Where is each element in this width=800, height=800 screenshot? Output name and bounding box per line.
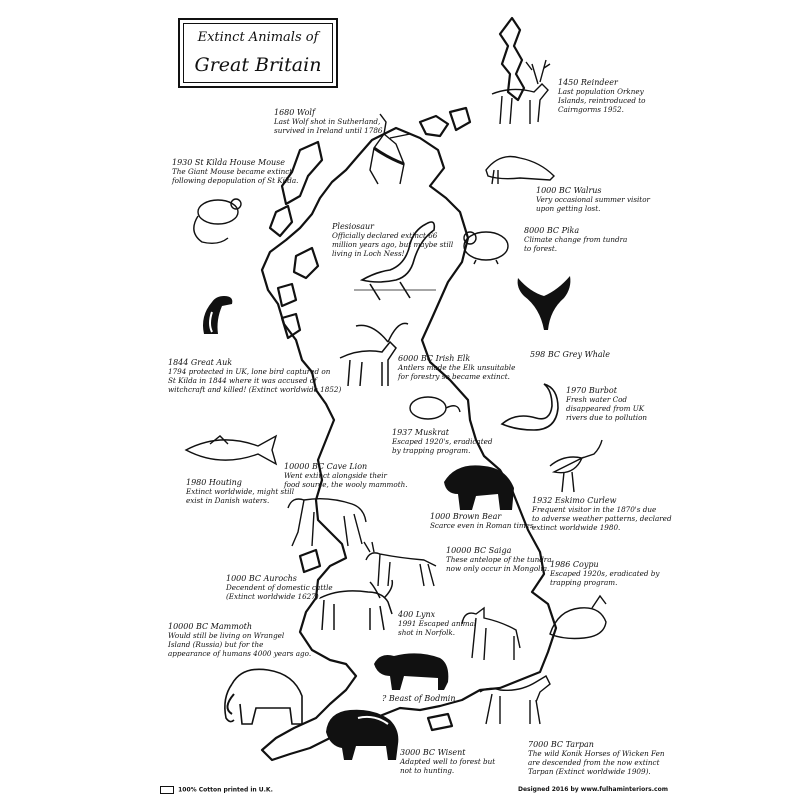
note-saiga — [446, 546, 552, 573]
note-line: Decendent of domestic cattle — [226, 583, 333, 592]
title-line-1: Extinct Animals of — [197, 30, 319, 45]
wisent-illustration — [318, 704, 404, 764]
note-line: The wild Konik Horses of Wicken Fen — [528, 749, 665, 758]
footer-left — [160, 786, 273, 794]
note-line: upon getting lost. — [536, 204, 601, 213]
note-wolf — [274, 108, 382, 135]
note-line: rivers due to pollution — [566, 413, 648, 422]
note-line: appearance of humans 4000 years ago. — [168, 649, 312, 658]
note-head: Plesiosaur — [332, 222, 375, 231]
note-brown-bear — [430, 512, 536, 530]
title-box — [178, 18, 338, 88]
note-head: 1680 Wolf — [274, 108, 315, 117]
mammoth-illustration — [212, 664, 308, 730]
note-eskimo-curlew — [532, 496, 672, 532]
burbot-illustration — [496, 378, 562, 438]
note-burbot — [566, 386, 647, 422]
note-head: ? Beast of Bodmin — [382, 694, 456, 703]
reindeer-illustration — [482, 56, 552, 130]
note-grey-whale — [530, 350, 610, 359]
note-line: 1991 Escaped animal — [398, 619, 477, 628]
note-line: by trapping program. — [392, 446, 471, 455]
beast-of-bodmin-illustration — [368, 646, 454, 694]
note-coypu — [550, 560, 659, 587]
note-line: (Extinct worldwide 1627). — [226, 592, 321, 601]
note-line: are descended from the now extinct — [528, 758, 660, 767]
note-line: now only occur in Mongolia. — [446, 564, 550, 573]
walrus-illustration — [480, 146, 560, 186]
note-line: extinct worldwide 1980. — [532, 523, 621, 532]
note-line: living in Loch Ness! — [332, 249, 405, 258]
note-line: food source, the wooly mammoth. — [284, 480, 408, 489]
muskrat-illustration — [404, 388, 464, 422]
note-line: Climate change from tundra — [524, 235, 628, 244]
note-reindeer — [558, 78, 645, 114]
note-mammoth — [168, 622, 311, 658]
note-line: disappeared from UK — [566, 404, 645, 413]
note-pika — [524, 226, 627, 253]
grey-whale-illustration — [510, 272, 576, 332]
pika-illustration — [456, 222, 516, 266]
note-line: survived in Ireland until 1786 — [274, 126, 383, 135]
note-head: 1930 St Kilda House Mouse — [172, 158, 285, 167]
note-irish-elk — [398, 354, 515, 381]
tarpan-illustration — [470, 668, 554, 728]
note-line: Antlers made the Elk unsuitable — [398, 363, 516, 372]
note-line: Last population Orkney — [558, 87, 644, 96]
note-line: witchcraft and killed! (Extinct worldwide 1852) — [168, 385, 342, 394]
note-head: 1450 Reindeer — [558, 78, 618, 87]
note-head: 1000 Brown Bear — [430, 512, 502, 521]
note-line: Escaped 1920's, eradicated — [392, 437, 493, 446]
note-line: exist in Danish waters. — [186, 496, 270, 505]
note-line: Extinct worldwide, might still — [186, 487, 294, 496]
note-great-auk — [168, 358, 341, 394]
note-lynx — [398, 610, 476, 637]
note-plesiosaur — [332, 222, 453, 258]
note-head: 3000 BC Wisent — [400, 748, 466, 757]
note-line: trapping program. — [550, 578, 618, 587]
mouse-illustration — [188, 192, 248, 248]
note-line: Fresh water Cod — [566, 395, 628, 404]
note-head: 1000 BC Aurochs — [226, 574, 297, 583]
note-cave-lion — [284, 462, 408, 489]
title-line-2: Great Britain — [194, 54, 322, 76]
note-head: 1844 Great Auk — [168, 358, 233, 367]
note-line: The Giant Mouse became extinct — [172, 167, 293, 176]
note-line: Islands, reintroduced to — [558, 96, 646, 105]
note-head: 1970 Burbot — [566, 386, 617, 395]
footer-wash-icon — [160, 786, 174, 794]
note-line: St Kilda in 1844 where it was accused of — [168, 376, 317, 385]
note-line: Would still be living on Wrangel — [168, 631, 285, 640]
note-line: Scarce even in Roman times. — [430, 521, 536, 530]
note-mouse — [172, 158, 298, 185]
note-line: Island (Russia) but for the — [168, 640, 264, 649]
note-line: Went extinct alongside their — [284, 471, 387, 480]
note-head: 400 Lynx — [398, 610, 436, 619]
note-line: Last Wolf shot in Sutherland, — [274, 117, 381, 126]
great-auk-illustration — [194, 290, 240, 340]
note-line: Escaped 1920s, eradicated by — [550, 569, 660, 578]
note-beast-of-bodmin — [382, 694, 456, 703]
eskimo-curlew-illustration — [540, 436, 606, 496]
houting-illustration — [180, 428, 280, 472]
note-head: 6000 BC Irish Elk — [398, 354, 471, 363]
note-line: 1794 protected in UK, lone bird captured on — [168, 367, 331, 376]
note-head: 1932 Eskimo Curlew — [532, 496, 617, 505]
note-line: following depopulation of St Kilda. — [172, 176, 299, 185]
note-head: 10000 BC Cave Lion — [284, 462, 368, 471]
note-head: 598 BC Grey Whale — [530, 350, 610, 359]
note-line: These antelope of the tundra — [446, 555, 552, 564]
note-line: shot in Norfolk. — [398, 628, 456, 637]
note-head: 1980 Houting — [186, 478, 242, 487]
note-aurochs — [226, 574, 333, 601]
brown-bear-illustration — [436, 454, 520, 514]
note-head: 1000 BC Walrus — [536, 186, 602, 195]
note-head: 7000 BC Tarpan — [528, 740, 594, 749]
note-line: million years ago, but maybe still — [332, 240, 454, 249]
note-line: to adverse weather patterns, declared — [532, 514, 672, 523]
note-line: Officially declared extinct 66 — [332, 231, 438, 240]
note-head: 10000 BC Saiga — [446, 546, 512, 555]
note-line: for forestry so became extinct. — [398, 372, 510, 381]
footer-right: Designed 2016 by www.fulhaminteriors.com — [518, 786, 668, 793]
note-muskrat — [392, 428, 492, 455]
footer-left-text: 100% Cotton printed in U.K. — [178, 786, 273, 794]
note-head: 1986 Coypu — [550, 560, 599, 569]
note-line: to forest. — [524, 244, 558, 253]
note-line: not to hunting. — [400, 766, 455, 775]
note-wisent — [400, 748, 495, 775]
note-head: 8000 BC Pika — [524, 226, 580, 235]
note-tarpan — [528, 740, 664, 776]
note-head: 10000 BC Mammoth — [168, 622, 252, 631]
note-line: Frequent visitor in the 1870's due — [532, 505, 657, 514]
note-head: 1937 Muskrat — [392, 428, 450, 437]
note-walrus — [536, 186, 650, 213]
note-line: Tarpan (Extinct worldwide 1909). — [528, 767, 651, 776]
coypu-illustration — [544, 592, 612, 644]
note-line: Very occasional summer visitor — [536, 195, 650, 204]
note-line: Cairngorms 1952. — [558, 105, 624, 114]
note-line: Adapted well to forest but — [400, 757, 496, 766]
note-houting — [186, 478, 294, 505]
